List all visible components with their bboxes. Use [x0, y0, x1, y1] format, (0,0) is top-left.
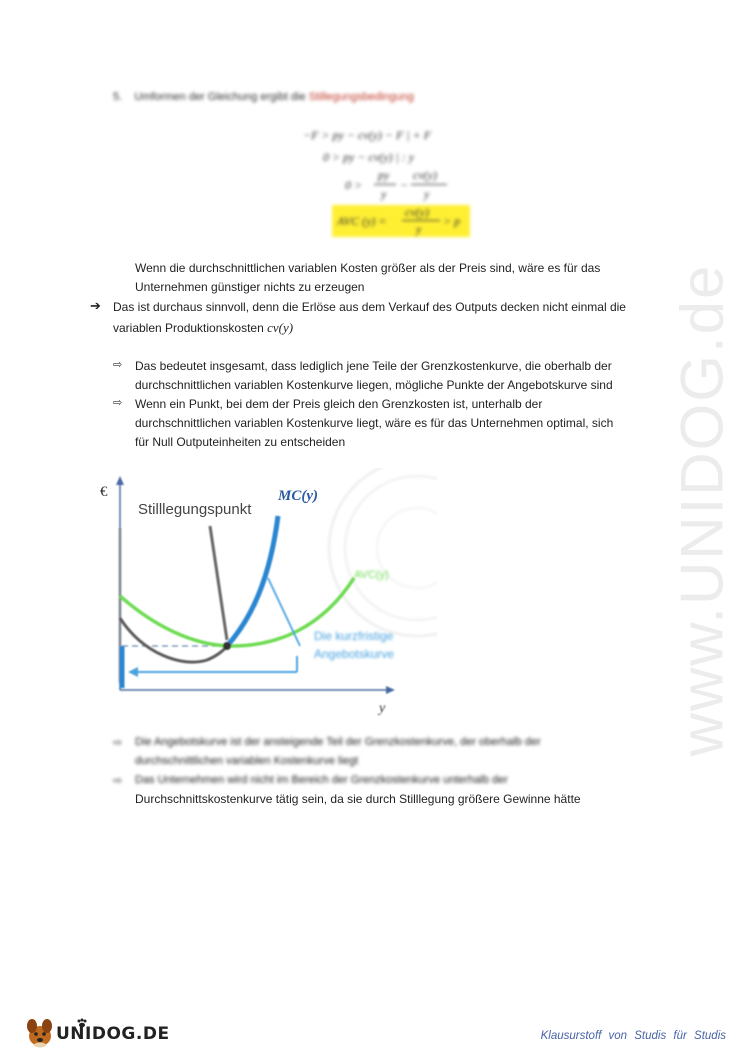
supply-label-line-1: Die kurzfristige [314, 629, 394, 643]
step-highlight: Stillegungsbedingung [308, 91, 414, 103]
mc-curve-lower [120, 618, 227, 662]
equation-line-3-frac2-num: cv(y) [413, 168, 437, 182]
shutdown-pointer-line [210, 526, 227, 640]
step-text: Umformen der Gleichung ergibt die [134, 91, 306, 103]
paragraph-2-formula: cv(y) [267, 320, 294, 335]
equation-line-3-frac1-den: y [381, 187, 387, 201]
hollow-arrow-icon: ⇨ [113, 397, 123, 409]
supply-label-arrow-icon [128, 667, 138, 677]
equation-line-1: −F > py − cv(y) − F | + F [303, 128, 432, 142]
supply-label-line-2: Angebotskurve [314, 647, 395, 661]
hollow-arrow-icon: ⇨ [113, 775, 123, 787]
equation-line-3-left: 0 > [345, 178, 363, 192]
paragraph-1-line-1: Wenn die durchschnittlichen variablen Kosten größer als der Preis sind, wäre es für das [135, 261, 601, 275]
shutdown-label: Stilllegungspunkt [138, 501, 252, 518]
hollow-arrow-icon: ⇨ [113, 359, 123, 371]
watermark: www.UNIDOG.de [668, 263, 736, 757]
equation-line-4-right: > p [443, 214, 461, 228]
hollow-arrow-icon: ⇨ [113, 737, 123, 749]
step-number: 5. [113, 91, 123, 103]
paragraph-2-line-1: Das ist durchaus sinnvoll, denn die Erlöse aus dem Verkauf des Outputs decken nicht einmal die [113, 300, 626, 314]
paragraph-2-line-2-text: variablen Produktionskosten [113, 321, 264, 335]
x-axis-arrow-icon [386, 686, 395, 694]
mc-label: MC(y) [278, 488, 318, 504]
fraction-bar [402, 220, 440, 221]
y-axis-label: € [100, 484, 108, 500]
paragraph-2-line-2 [113, 318, 293, 338]
minus-sign: − [400, 178, 409, 192]
equation-line-4-den: y [416, 222, 422, 236]
bullet-4-line-2: Durchschnittskostenkurve tätig sein, da sie durch Stilllegung größere Gewinne hätte [135, 792, 581, 806]
bullet-3-line-2: durchschnittlichen variablen Kostenkurve liegt [135, 755, 359, 767]
x-axis-label: y [379, 701, 386, 716]
step-heading [113, 91, 414, 103]
paragraph-1-line-2: Unternehmen günstiger nichts zu erzeugen [135, 280, 365, 294]
avc-label: AVC(y) [354, 569, 389, 581]
bullet-2-line-3: für Null Outputeinheiten zu entscheiden [135, 435, 346, 449]
bullet-2-line-2: durchschnittlichen variablen Kostenkurve liegt, wäre es für das Unternehmen optimal, sich [135, 416, 614, 430]
bullet-1-line-2: durchschnittlichen variablen Kostenkurve liegen, mögliche Punkte der Angebotskurve sind [135, 378, 613, 392]
fraction-bar [411, 184, 447, 185]
bullet-2-line-1: Wenn ein Punkt, bei dem der Preis gleich den Grenzkosten ist, unterhalb der [135, 397, 543, 411]
equation-line-4-left: AVC (y) = [337, 214, 387, 228]
arrow-right-icon: ➔ [90, 298, 101, 313]
logo-text: UNIDOG.DE [56, 1024, 170, 1044]
seal-image [329, 468, 437, 636]
footer-slogan: Klausurstoff von Studis für Studis [540, 1030, 726, 1042]
shutdown-point [223, 642, 231, 650]
equation-line-3-frac1-num: py [378, 168, 390, 182]
fraction-bar [374, 184, 396, 185]
bullet-1-line-1: Das bedeutet insgesamt, dass lediglich jene Teile der Grenzkostenkurve, die oberhalb der [135, 359, 612, 373]
equation-line-4-num: cv(y) [405, 205, 429, 219]
dog-logo-icon [22, 1014, 58, 1050]
bullet-4-line-1: Das Unternehmen wird nicht im Bereich der Grenzkostenkurve unterhalb der [135, 774, 508, 786]
y-axis-arrow-icon [116, 476, 124, 485]
equation-line-2: 0 > py − cv(y) | : y [323, 150, 415, 164]
equation-line-3-frac2-den: y [424, 187, 430, 201]
supply-curve-chart [92, 468, 437, 718]
bullet-3-line-1: Die Angebotskurve ist der ansteigende Teil der Grenzkostenkurve, der oberhalb der [135, 736, 541, 748]
